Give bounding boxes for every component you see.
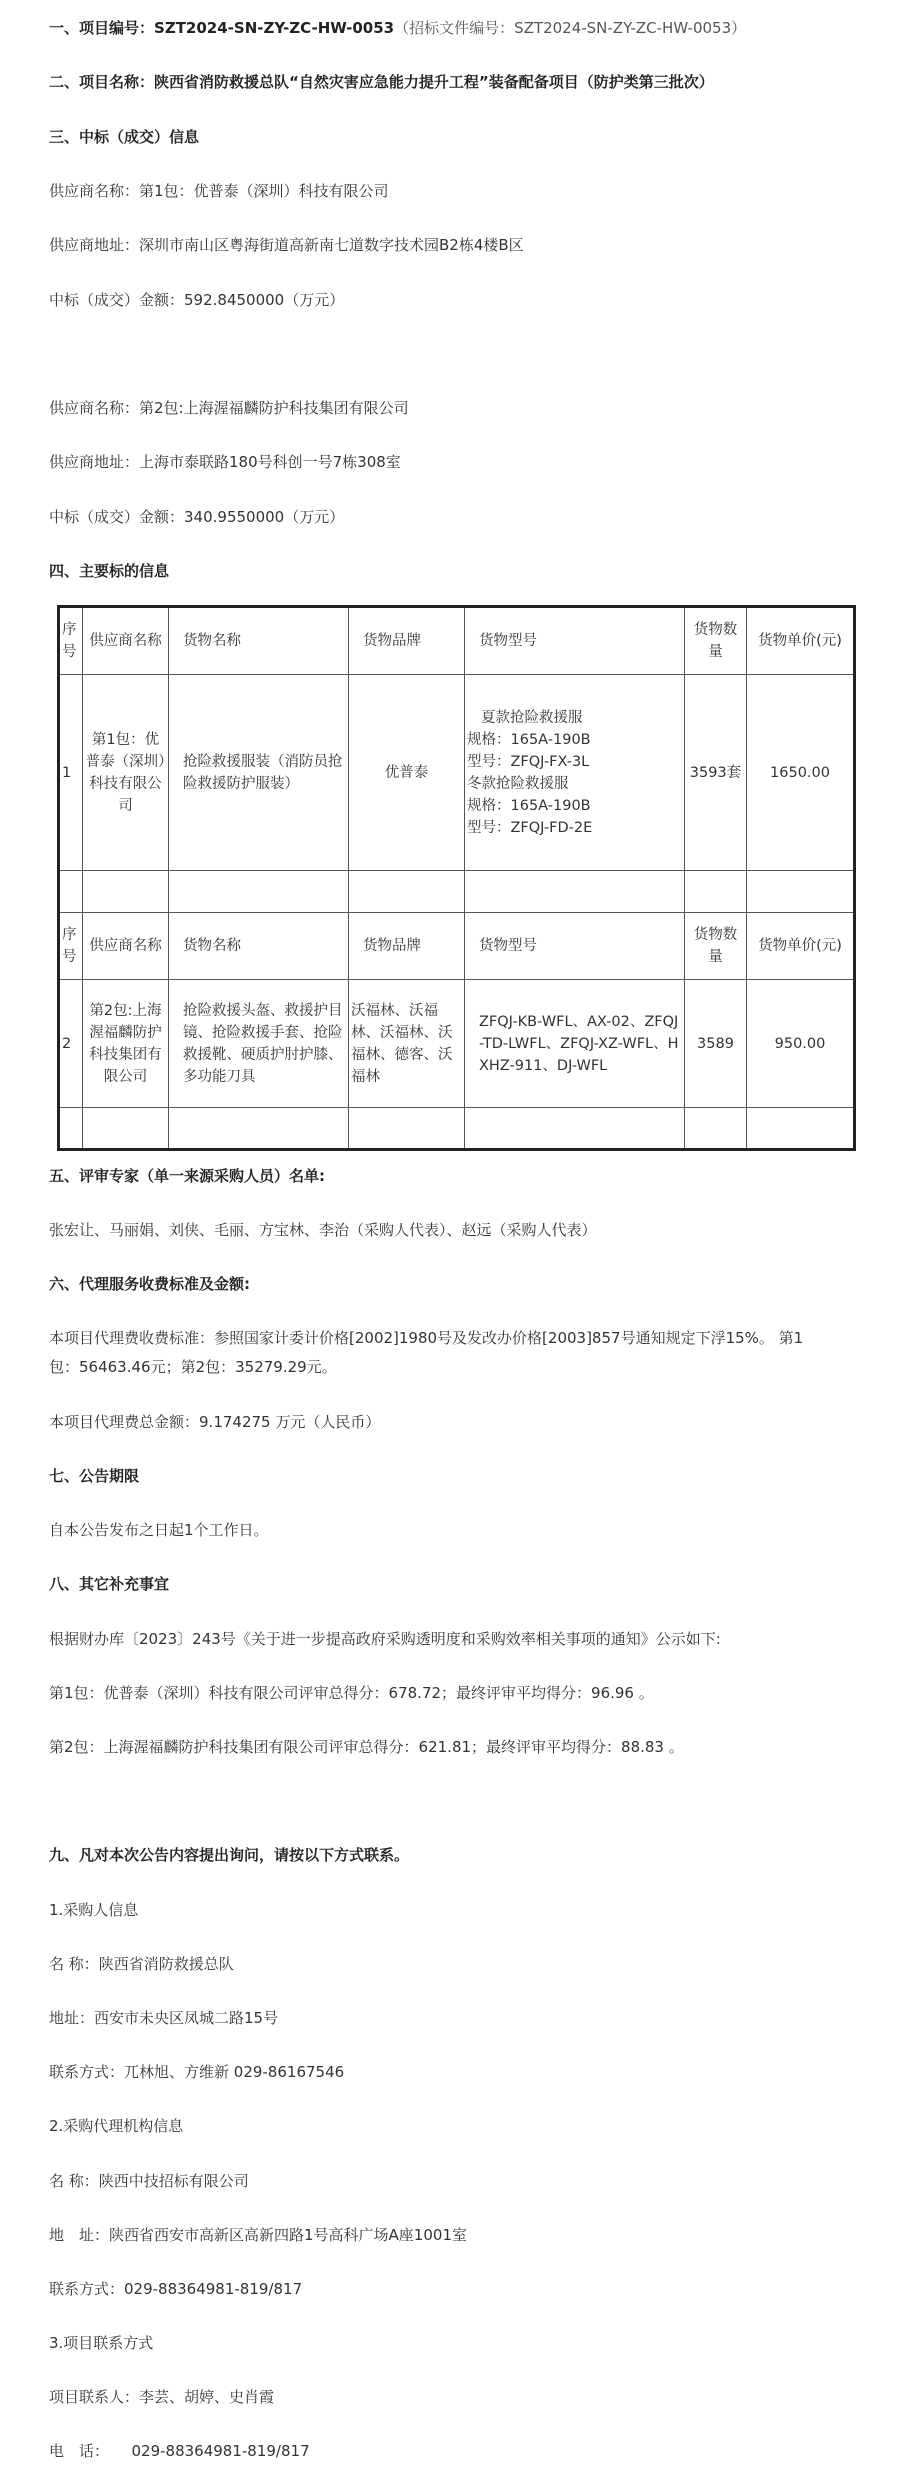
header-cell-no: 序号: [59, 607, 83, 675]
row1-supplier: 第1包：优普泰（深圳）科技有限公司: [83, 675, 169, 871]
notice-period-heading: 七、公告期限: [49, 1467, 140, 1485]
header-cell-supplier: 供应商名称: [83, 913, 169, 980]
agency-address: 地 址：陕西省西安市高新区高新四路1号高科广场A座1001室: [49, 2226, 467, 2244]
header-cell-goods: 货物名称: [169, 913, 349, 980]
header-cell-supplier: 供应商名称: [83, 607, 169, 675]
package1-award-amount: 中标（成交）金额：592.8450000（万元）: [49, 291, 345, 309]
header-cell-quantity: 货物数量: [685, 913, 747, 980]
package2-award-amount: 中标（成交）金额：340.9550000（万元）: [49, 508, 345, 526]
row1-model-line: 夏款抢险救援服: [481, 709, 583, 726]
project-number-line: [49, 17, 746, 39]
main-items-heading: 四、主要标的信息: [49, 562, 170, 580]
row1-model-line: 规格：165A-190B: [467, 797, 591, 814]
row2-model: ZFQJ-KB-WFL、AX-02、ZFQJ-TD-LWFL、ZFQJ-XZ-WFL、HXHZ-911、DJ-WFL: [465, 980, 685, 1108]
package1-supplier-address: 供应商地址：深圳市南山区粤海街道高新南七道数字技术园B2栋4楼B区: [49, 236, 524, 254]
experts-heading: 五、评审专家（单一来源采购人员）名单:: [49, 1167, 326, 1185]
row1-goods: 抢险救援服装（消防员抢险救援防护服装）: [169, 675, 349, 871]
header-cell-brand: 货物品牌: [349, 607, 465, 675]
project-number-label: 一、项目编号：: [49, 19, 155, 37]
header-cell-model: 货物型号: [465, 913, 685, 980]
row1-model: [465, 675, 685, 871]
main-items-table: [57, 605, 856, 1151]
row1-model-line: 型号：ZFQJ-FX-3L: [467, 753, 590, 770]
tender-file-number: （招标文件编号：SZT2024-SN-ZY-ZC-HW-0053）: [394, 19, 747, 37]
purchaser-address: 地址：西安市未央区凤城二路15号: [49, 2009, 279, 2027]
table-row: [59, 675, 855, 871]
purchaser-info-title: 1.采购人信息: [49, 1901, 139, 1919]
row2-goods: 抢险救援头盔、救援护目镜、抢险救援手套、抢险救援靴、硬质护肘护膝、多功能刀具: [169, 980, 349, 1108]
row1-model-line: 规格：165A-190B: [467, 731, 591, 748]
project-number-code: SZT2024-SN-ZY-ZC-HW-0053: [154, 19, 395, 37]
package1-score: 第1包：优普泰（深圳）科技有限公司评审总得分：678.72；最终评审平均得分：96.96 。: [49, 1684, 654, 1702]
row1-brand: 优普泰: [349, 675, 465, 871]
supplementary-heading: 八、其它补充事宜: [49, 1575, 170, 1593]
package2-supplier-name: 供应商名称：第2包:上海渥福麟防护科技集团有限公司: [49, 399, 409, 417]
header-cell-brand: 货物品牌: [349, 913, 465, 980]
row2-supplier: 第2包:上海渥福麟防护科技集团有限公司: [83, 980, 169, 1108]
agency-fee-total: 本项目代理费总金额：9.174275 万元（人民币）: [49, 1413, 381, 1431]
supplementary-intro: 根据财办库〔2023〕243号《关于进一步提高政府采购透明度和采购效率相关事项的通知》公示如下:: [49, 1630, 721, 1648]
row2-quantity: 3589: [685, 980, 747, 1108]
header-cell-goods: 货物名称: [169, 607, 349, 675]
header-cell-price: 货物单价(元): [747, 607, 855, 675]
package1-supplier-name: 供应商名称：第1包：优普泰（深圳）科技有限公司: [49, 182, 389, 200]
header-cell-no: 序号: [59, 913, 83, 980]
row1-quantity: 3593套: [685, 675, 747, 871]
package2-supplier-address: 供应商地址：上海市泰联路180号科创一号7栋308室: [49, 453, 401, 471]
contact-heading: 九、凡对本次公告内容提出询问，请按以下方式联系。: [49, 1846, 410, 1864]
purchaser-name: 名 称：陕西省消防救援总队: [49, 1955, 234, 1973]
award-info-heading: 三、中标（成交）信息: [49, 128, 200, 146]
header-cell-quantity: 货物数量: [685, 607, 747, 675]
table-row: [59, 980, 855, 1108]
agency-fee-standard: 本项目代理费收费标准：参照国家计委计价格[2002]1980号及发改办价格[2003]857号通知规定下浮15%。 第1: [49, 1329, 804, 1347]
project-contact-title: 3.项目联系方式: [49, 2334, 154, 2352]
agency-contact: 联系方式：029-88364981-819/817: [49, 2280, 303, 2298]
header-cell-price: 货物单价(元): [747, 913, 855, 980]
purchaser-contact: 联系方式：兀林旭、方维新 029-86167546: [49, 2063, 345, 2081]
row1-no: 1: [59, 675, 83, 871]
project-contact-phone: 电 话： 029-88364981-819/817: [49, 2442, 310, 2460]
project-contact-person: 项目联系人：李芸、胡婷、史肖霞: [49, 2388, 275, 2406]
project-name-heading: 二、项目名称：陕西省消防救援总队“自然灾害应急能力提升工程”装备配备项目（防护类第三批次）: [49, 73, 714, 91]
experts-list: 张宏让、马丽娟、刘侠、毛丽、方宝林、李治（采购人代表）、赵远（采购人代表）: [49, 1221, 597, 1239]
row1-model-line: 型号：ZFQJ-FD-2E: [467, 819, 593, 836]
row2-no: 2: [59, 980, 83, 1108]
notice-period-text: 自本公告发布之日起1个工作日。: [49, 1521, 269, 1539]
agency-fee-packages: 包：56463.46元；第2包：35279.29元。: [49, 1358, 337, 1376]
row2-brand: 沃福林、沃福林、沃福林、沃福林、德客、沃福林: [349, 980, 465, 1108]
header-cell-model: 货物型号: [465, 607, 685, 675]
table-empty-row: [59, 871, 855, 913]
row1-price: 1650.00: [747, 675, 855, 871]
table-empty-row: [59, 1108, 855, 1150]
table-header-row: [59, 607, 855, 675]
agency-fee-heading: 六、代理服务收费标准及金额:: [49, 1275, 250, 1293]
package2-score: 第2包：上海渥福麟防护科技集团有限公司评审总得分：621.81；最终评审平均得分：88.83 。: [49, 1738, 684, 1756]
table-header-row: [59, 913, 855, 980]
row2-price: 950.00: [747, 980, 855, 1108]
agency-name: 名 称：陕西中技招标有限公司: [49, 2172, 249, 2190]
row1-model-line: 冬款抢险救援服: [467, 775, 569, 792]
agency-info-title: 2.采购代理机构信息: [49, 2117, 184, 2135]
